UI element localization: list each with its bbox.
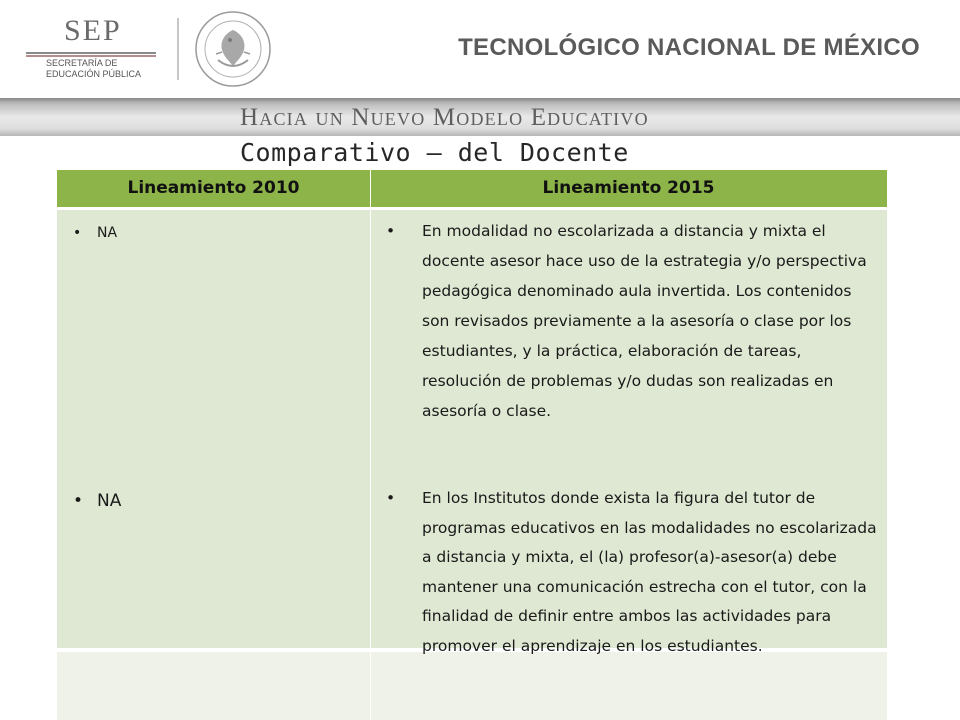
institution-name: TECNOLÓGICO NACIONAL DE MÉXICO — [458, 34, 920, 61]
table-cell-row1-2015 — [386, 216, 881, 426]
cell-text: NA — [97, 491, 122, 511]
table-header-2010: Lineamiento 2010 — [127, 178, 300, 198]
banner-title: Hacia un Nuevo Modelo Educativo — [240, 104, 649, 131]
header-divider — [177, 18, 179, 80]
banner-shadow — [0, 98, 960, 102]
table-cell-row2-2010 — [73, 486, 121, 516]
table-header-2015: Lineamiento 2015 — [542, 178, 715, 198]
table-header-row — [57, 170, 887, 210]
column-divider — [370, 170, 371, 720]
cell-text: NA — [97, 225, 118, 241]
table-row — [57, 652, 887, 720]
table-cell-row1-2010 — [73, 220, 117, 247]
cell-text: En modalidad no escolarizada a distancia y mixta el docente asesor hace uso de la estrategia y/o perspectiva pedagógica denominado aula invertida. Los contenidos son revisados previamente a la asesoría o clase por los estudiantes, y la práctica, elaboración de tareas, resolución de problemas y/o dudas son realizadas en asesoría o clase. — [422, 222, 867, 420]
cell-text: En los Institutos donde exista la figura del tutor de programas educativos en las modalidades no escolarizada a distancia y mixta, el (la) profesor(a)-asesor(a) debe mantener una comunicación estrecha con el tutor, con la finalidad de definir entre ambos las actividades para promover el aprendizaje en los estudiantes. — [422, 489, 877, 655]
sep-subtitle-line1: SECRETARÍA DE — [46, 58, 118, 68]
bullet-point: • — [386, 222, 396, 240]
comparison-table — [57, 170, 887, 720]
slide-title: Comparativo – del Docente — [240, 138, 629, 167]
sep-wordmark: SEP — [64, 14, 122, 47]
bullet-point: • — [73, 225, 82, 241]
sep-logo — [22, 14, 162, 86]
slide-header — [0, 0, 960, 100]
bullet-point: • — [386, 489, 396, 507]
sep-subtitle-line2: EDUCACIÓN PÚBLICA — [46, 69, 142, 79]
sep-subtitle — [46, 58, 166, 80]
bullet-point: • — [73, 491, 84, 511]
table-cell-row2-2015 — [386, 484, 886, 661]
mexico-seal-icon — [194, 10, 272, 88]
